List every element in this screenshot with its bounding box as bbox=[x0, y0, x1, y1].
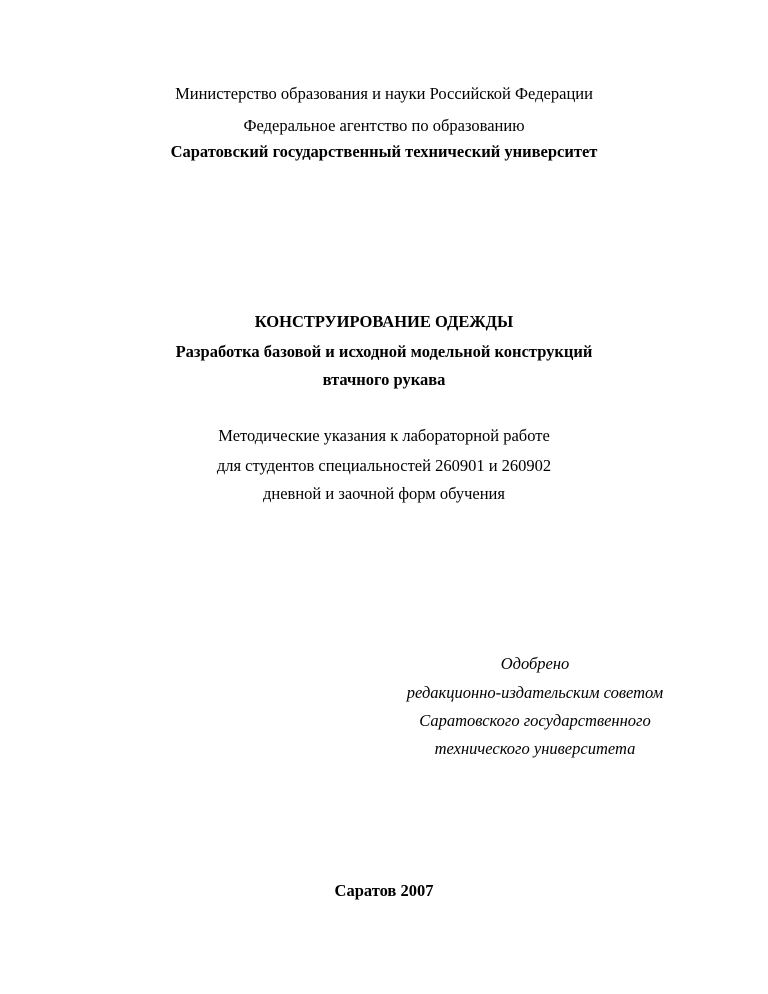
approval-line-1: Одобрено bbox=[500, 654, 570, 673]
city-year: Саратов 2007 bbox=[334, 881, 434, 900]
description-line-3: дневной и заочной форм обучения bbox=[263, 484, 505, 503]
university-name: Саратовский государственный технический университет bbox=[170, 142, 598, 161]
description-line-2: для студентов специальностей 260901 и 260902 bbox=[216, 456, 552, 475]
document-subtitle-line-1: Разработка базовой и исходной модельной конструкций bbox=[175, 342, 593, 361]
agency-name: Федеральное агентство по образованию bbox=[243, 116, 525, 135]
approval-line-4: технического университета bbox=[434, 739, 636, 758]
document-title: КОНСТРУИРОВАНИЕ ОДЕЖДЫ bbox=[254, 312, 514, 331]
ministry-name: Министерство образования и науки Российской Федерации bbox=[175, 84, 593, 103]
document-subtitle-line-2: втачного рукава bbox=[322, 370, 446, 389]
approval-line-2: редакционно-издательским советом bbox=[406, 683, 664, 702]
description-line-1: Методические указания к лабораторной работе bbox=[218, 426, 550, 445]
approval-line-3: Саратовского государственного bbox=[419, 711, 651, 730]
